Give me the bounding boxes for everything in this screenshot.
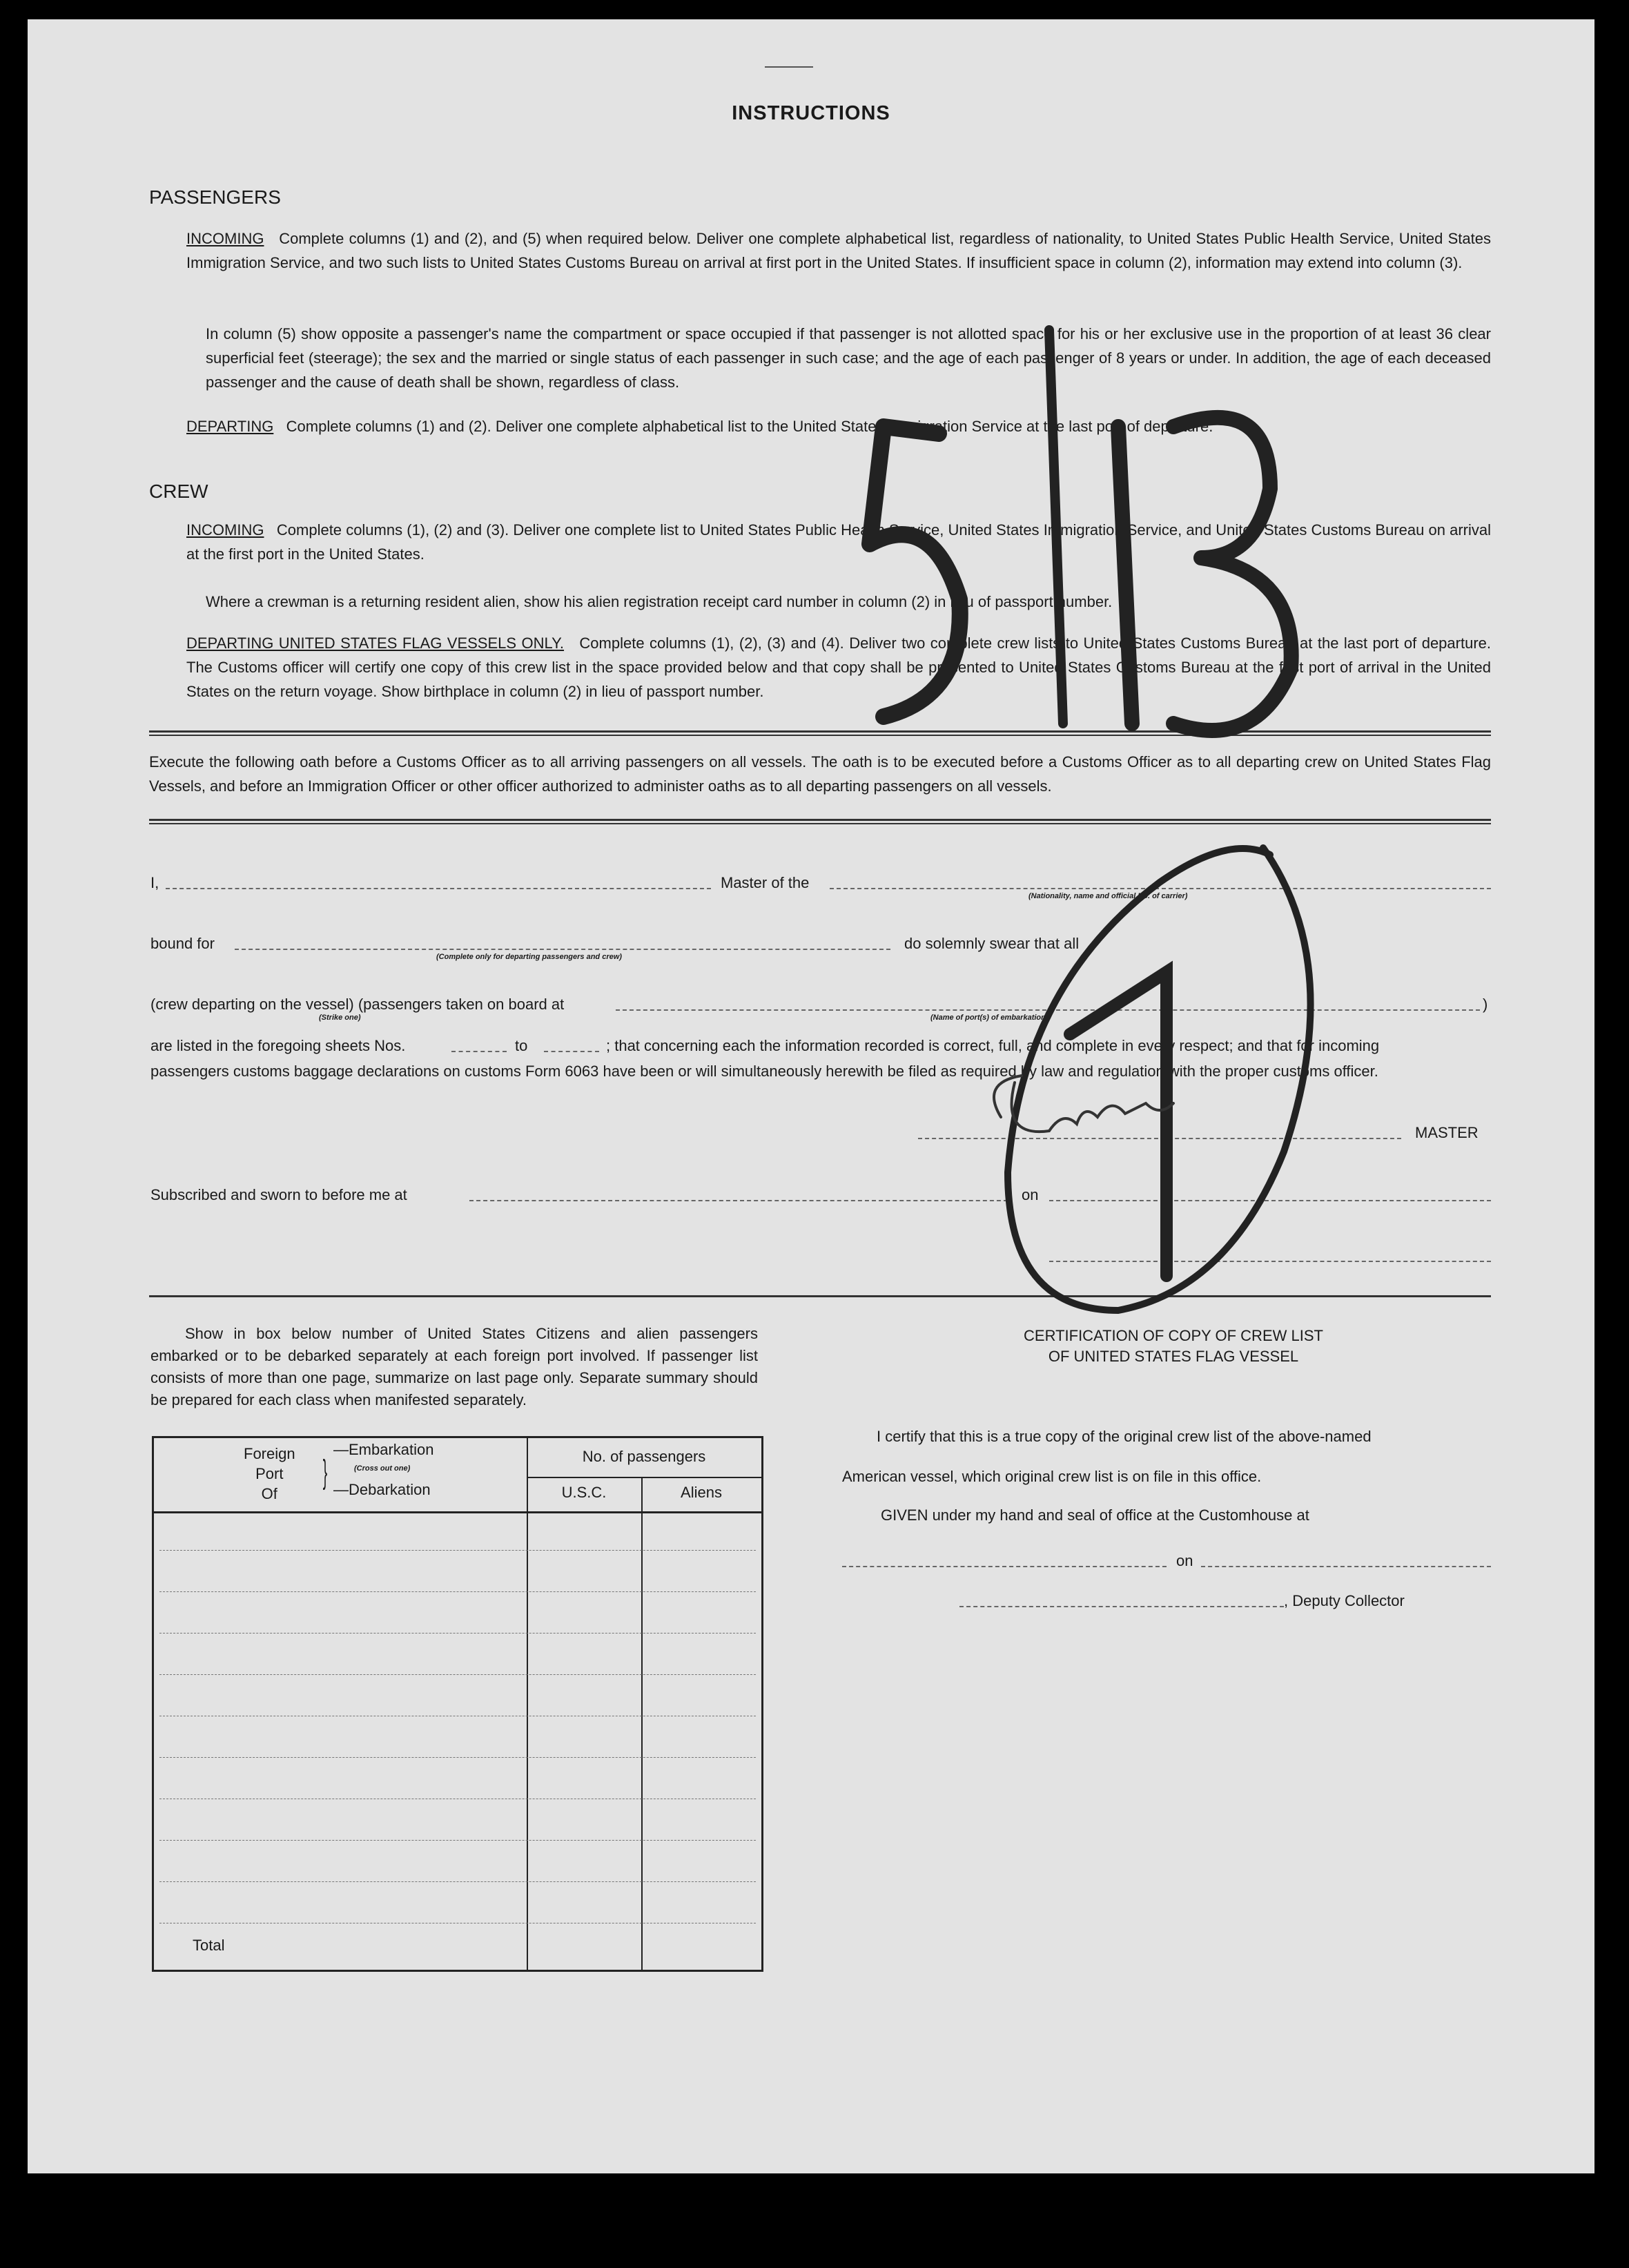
handwritten-marks	[842, 309, 1394, 1386]
certification-title-line2: OF UNITED STATES FLAG VESSEL	[1048, 1348, 1299, 1365]
passengers-departing-label: DEPARTING	[186, 418, 274, 435]
certification-text-1: I certify that this is a true copy of the original crew list of the above-named	[877, 1428, 1372, 1445]
passengers-column5-paragraph: In column (5) show opposite a passenger's name the compartment or space occupied if that passenger is not allotted space for his or her exclusive use in the proportion of at least 36 clear superficial feet (steerage); the sex and the married or single status of each passenger in such case; and the age of each passenger of 8 years or under. In addition, the age of each deceased passenger and the cause of death shall be shown, regardless of class.	[206, 325, 1491, 391]
to-label: to	[515, 1037, 528, 1054]
passengers-incoming-text: Complete columns (1) and (2), and (5) when required below. Deliver one complete alphabetical list, regardless of nationality, to United States Public Health Service, United States Immigration Service, and two such lists to United States Customs Bureau on arrival at first port in the United States. If insufficient space in column (2), information may extend into column (3).	[186, 230, 1492, 271]
strike-hint: (Strike one)	[319, 1014, 361, 1022]
usc-header: U.S.C.	[561, 1484, 607, 1501]
of-label: Of	[261, 1485, 277, 1502]
digit-one	[1070, 972, 1167, 1276]
master-name-field[interactable]	[166, 888, 711, 889]
passengers-incoming-label: INCOMING	[186, 230, 264, 247]
passengers-heading: PASSENGERS	[149, 186, 281, 208]
crew-departing-label: DEPARTING UNITED STATES FLAG VESSELS ONLY.	[186, 634, 565, 652]
summary-row[interactable]	[159, 1633, 756, 1634]
total-label: Total	[193, 1937, 225, 1954]
header-bottom	[154, 1511, 761, 1513]
customhouse-field[interactable]	[842, 1566, 1167, 1567]
circle-stroke	[1008, 848, 1311, 1310]
oath-intro: Execute the following oath before a Customs Officer as to all arriving passengers on all vessels. The oath is to be executed before a Customs Officer as to all departing crew on United States Flag Vessels, and before an Immigration Officer or other officer authorized to administer oaths as to all departing passengers on all vessels.	[149, 753, 1491, 795]
slash-stroke	[1049, 330, 1063, 724]
crew-incoming-label: INCOMING	[186, 521, 264, 539]
col-divider-1	[527, 1438, 528, 1970]
foreign-label: Foreign	[244, 1445, 295, 1462]
col-divider-2	[641, 1477, 643, 1970]
port-label: Port	[255, 1465, 284, 1482]
crew-resident-paragraph: Where a crewman is a returning resident alien, show his alien registration receipt card number in column (2) in lieu of passport number.	[206, 593, 1113, 610]
page-title: INSTRUCTIONS	[732, 102, 890, 124]
digit-3	[1173, 418, 1291, 730]
sworn-on-label: on	[1022, 1186, 1039, 1203]
passengers-departing-text: Complete columns (1) and (2). Deliver one complete alphabetical list to the United States Immigration Service at the last port of departure.	[286, 418, 1213, 435]
top-tick	[765, 66, 813, 68]
circled-1-mark	[1008, 848, 1311, 1310]
swear-label: do solemnly swear that all	[904, 935, 1080, 952]
digit-1	[1118, 427, 1132, 724]
listed-text-a: are listed in the foregoing sheets Nos.	[150, 1037, 406, 1054]
summary-row[interactable]	[159, 1674, 756, 1675]
sheet-from-field[interactable]	[451, 1051, 507, 1052]
foreign-port-of	[244, 1444, 295, 1504]
crew-incoming-text: Complete columns (1), (2) and (3). Deliver one complete list to United States Public Health Service, United States Immigration Service, and United States Customs Bureau on arrival at the first port in the United States.	[186, 521, 1491, 563]
aliens-header: Aliens	[681, 1484, 722, 1501]
deputy-signature-field[interactable]	[959, 1606, 1284, 1607]
crew-departing-label: (crew departing on the vessel) (passengers taken on board at	[150, 996, 565, 1013]
certification-title-line1: CERTIFICATION OF COPY OF CREW LIST	[1024, 1327, 1323, 1344]
oath-i-label: I,	[150, 874, 159, 891]
certification-on-label: on	[1176, 1552, 1193, 1569]
port-hint: (Name of port(s) of embarkation)	[930, 1014, 1048, 1022]
certification-date-field[interactable]	[1201, 1566, 1491, 1567]
master-label: MASTER	[1415, 1124, 1479, 1141]
sheet-to-field[interactable]	[544, 1051, 599, 1052]
carrier-hint: (Nationality, name and official No. of carrier)	[1028, 892, 1188, 900]
summary-row[interactable]	[159, 1550, 756, 1551]
embarkation-label: —Embarkation	[333, 1441, 434, 1458]
debarkation-label: —Debarkation	[333, 1481, 431, 1498]
summary-instructions: Show in box below number of United States Citizens and alien passengers embarked or to be debarked separately at each foreign port involved. If passenger list consists of more than one page, summarize on last page only. Separate summary should be prepared for each class when manifested separately.	[150, 1325, 758, 1408]
listed-text-c: passengers customs baggage declarations on customs Form 6063 have been or will simultaneously herewith be filed as required by law and regulation with the proper customs officer.	[150, 1063, 1378, 1080]
passenger-summary-table	[152, 1436, 763, 1972]
subscribed-label: Subscribed and sworn to before me at	[150, 1186, 407, 1203]
deputy-collector-label: , Deputy Collector	[1284, 1592, 1405, 1609]
crew-departing-text: Complete columns (1), (2), (3) and (4). Deliver two complete crew lists to United States Customs Bureau at the last port of departure. The Customs officer will certify one copy of this crew list in the space provided below and that copy shall be presented to United States Customs Bureau at the first port of arrival in the United States on the return voyage. Show birthplace in column (2) in lieu of passport number.	[186, 634, 1491, 700]
summary-row[interactable]	[159, 1840, 756, 1841]
summary-row[interactable]	[159, 1757, 756, 1758]
master-of-label: Master of the	[721, 874, 810, 891]
cross-hint: (Cross out one)	[354, 1464, 411, 1473]
summary-row[interactable]	[159, 1881, 756, 1882]
digit-5	[870, 427, 960, 717]
crew-heading: CREW	[149, 481, 208, 502]
bound-for-field[interactable]	[235, 949, 890, 950]
bound-hint: (Complete only for departing passengers and crew)	[436, 953, 622, 961]
close-paren: )	[1483, 996, 1488, 1013]
certification-given: GIVEN under my hand and seal of office at the Customhouse at	[881, 1506, 1309, 1524]
header-split	[527, 1477, 761, 1478]
listed-text-b: ; that concerning each the information recorded is correct, full, and complete in every respect; and that for incoming	[606, 1037, 1380, 1054]
summary-row[interactable]	[159, 1591, 756, 1592]
passengers-incoming-paragraph	[186, 226, 1491, 275]
form-page	[28, 19, 1594, 2173]
brace-icon: }	[322, 1454, 328, 1491]
large-5-13-mark	[870, 330, 1291, 730]
no-passengers-header: No. of passengers	[582, 1448, 706, 1465]
certification-text-2: American vessel, which original crew list is on file in this office.	[842, 1468, 1262, 1485]
bound-for-label: bound for	[150, 935, 215, 952]
